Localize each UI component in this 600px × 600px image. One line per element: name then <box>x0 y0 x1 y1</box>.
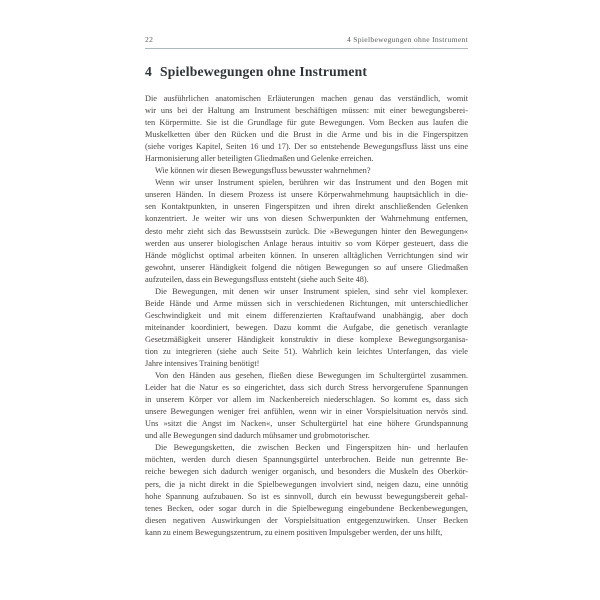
text-line: ten Körpermitte. Sie ist die Grundlage für gute Bewegungen. Vom Becken aus laufen die <box>145 118 468 128</box>
text-line: Hände möglichst optimal arbeiten können. In unseren alltäglichen Verrichtungen sind wir <box>145 250 468 260</box>
paragraph <box>145 442 468 538</box>
text-line: Jahre intensives Training benötigt! <box>145 359 260 369</box>
text-line: wir uns bei der Haltung am Instrument beschäftigen müssen: mit einer bewegungsberei- <box>145 106 468 116</box>
text-line: konzentriert. Je weiter wir uns von diesen Schwerpunkten der Wahrnehmung entfernen, <box>145 214 468 224</box>
text-line: unsere Bewegungen weniger frei anfühlen, wenn wir in einer Vorspielsituation nervös sind. <box>145 407 468 417</box>
paragraph <box>145 370 468 442</box>
chapter-title: Spielbewegungen ohne Instrument <box>160 64 368 79</box>
text-line: Die ausführlichen anatomischen Erläuterungen machen genau das verständlich, womit <box>145 94 468 103</box>
page-header <box>145 35 468 49</box>
text-line: Wie können wir diesen Bewegungsfluss bewusster wahrnehmen? <box>155 166 371 176</box>
chapter-heading <box>145 64 468 80</box>
text-line: gewohnt, unserer Händigkeit folgend die nötigen Bewegungen so auf unsere Gliedmaßen <box>145 262 468 272</box>
text-line: tion zu integrieren (siehe auch Seite 51). Wahrlich kein leichtes Unterfangen, das viele <box>145 346 468 356</box>
text-line: reiche bewegen sich dadurch weniger organisch, und besonders die Muskeln des Oberkör- <box>145 467 468 477</box>
paragraph <box>145 93 468 165</box>
paragraph <box>145 177 468 285</box>
text-line: Leider hat die Natur es so eingerichtet, dass sich durch Stress hervorgerufene Spannungen <box>145 383 468 393</box>
text-line: aufzuteilen, dass ein Bewegungsfluss entsteht (siehe auch Seite 48). <box>145 274 369 284</box>
text-line: in unserem Körper vor allem im Nackenbereich niederschlagen. So kommt es, dass sich <box>145 395 468 405</box>
text-line: und alle Bewegungen sind dadurch mühsamer und grobmotorischer. <box>145 431 370 441</box>
text-line: pers, die ja nicht direkt in die Spielbewegungen involviert sind, neigen dazu, eine unnötig <box>145 479 468 489</box>
text-line: hohe Spannung aufzubauen. So ist es sinnvoll, durch ein bewusst bewegungsbereit gehal- <box>145 491 468 501</box>
text-line: (siehe voriges Kapitel, Seiten 16 und 17). Der so entstehende Bewegungsfluss lässt uns eine <box>145 142 468 152</box>
text-line: werden aus unserer biologischen Anlage heraus intuitiv so vom Körper gesteuert, dass die <box>145 238 468 248</box>
paragraph <box>145 286 468 370</box>
text-line: tenes Becken, oder sogar durch in die Spielbewegung eingebundene Beckenbewegungen, <box>145 503 468 513</box>
text-line: sen Kontaktpunkten, in unseren Fingerspitzen und ihren direkt anschließenden Gelenken <box>145 202 468 212</box>
text-line: Muskelketten über den Rücken und die Brust in die Arme und bis in die Fingerspitzen <box>145 130 468 140</box>
text-line: kann zu einem Bewegungszentrum, zu einem positiven Impulsgeber werden, der uns hilft, <box>145 527 443 537</box>
body-text <box>145 93 468 539</box>
text-line: möchten, werden durch diesen Spannungsgürtel unterbrochen. Beide nun getrennte Be- <box>145 455 468 465</box>
text-line: unseren Händen. In diesem Prozess ist unsere Körperwahrnehmung hauptsächlich in die- <box>145 190 468 200</box>
text-line: Gesetzmäßigkeit unserer Händigkeit konstruktiv in diese komplexe Bewegungsorganisa- <box>145 334 468 344</box>
text-line: Beide Hände und Arme müssen sich in verschiedenen Richtungen, mit unterschiedlicher <box>145 298 468 308</box>
text-line: Die Bewegungen, mit denen wir unser Instrument spielen, sind sehr viel komplexer. <box>155 286 468 296</box>
text-line: diesen negativen Auswirkungen der Vorspielsituation entgegenzuwirken. Unser Becken <box>145 515 468 525</box>
running-title: 4 Spielbewegungen ohne Instrument <box>346 35 468 44</box>
page-number: 22 <box>145 35 154 44</box>
text-line: Von den Händen aus gesehen, fließen diese Bewegungen im Schultergürtel zusammen. <box>155 371 468 381</box>
text-line: Uns »sitzt die Angst im Nacken«, unser Schultergürtel hat eine höhere Grundspannung <box>145 419 468 429</box>
text-line: desto mehr zieht sich das Bewusstsein zurück. Die »Bewegungen hinter den Bewegungen« <box>145 226 468 236</box>
text-line: Harmonisierung aller beteiligten Gliedmaßen und Gelenke erreichen. <box>145 154 374 164</box>
text-line: Die Bewegungsketten, die zwischen Becken und Fingerspitzen hin- und herlaufen <box>155 443 468 453</box>
chapter-number: 4 <box>145 64 152 79</box>
text-line: miteinander koordiniert, bewegen. Dazu kommt die Aufgabe, die genetisch veranlagte <box>145 322 468 332</box>
text-line: Wenn wir unser Instrument spielen, berühren wir das Instrument und den Bogen mit <box>155 178 468 188</box>
text-line: Geschwindigkeit und mit einem differenzierten Kraftaufwand unabhängig, aber doch <box>145 310 468 320</box>
paragraph <box>145 165 468 177</box>
